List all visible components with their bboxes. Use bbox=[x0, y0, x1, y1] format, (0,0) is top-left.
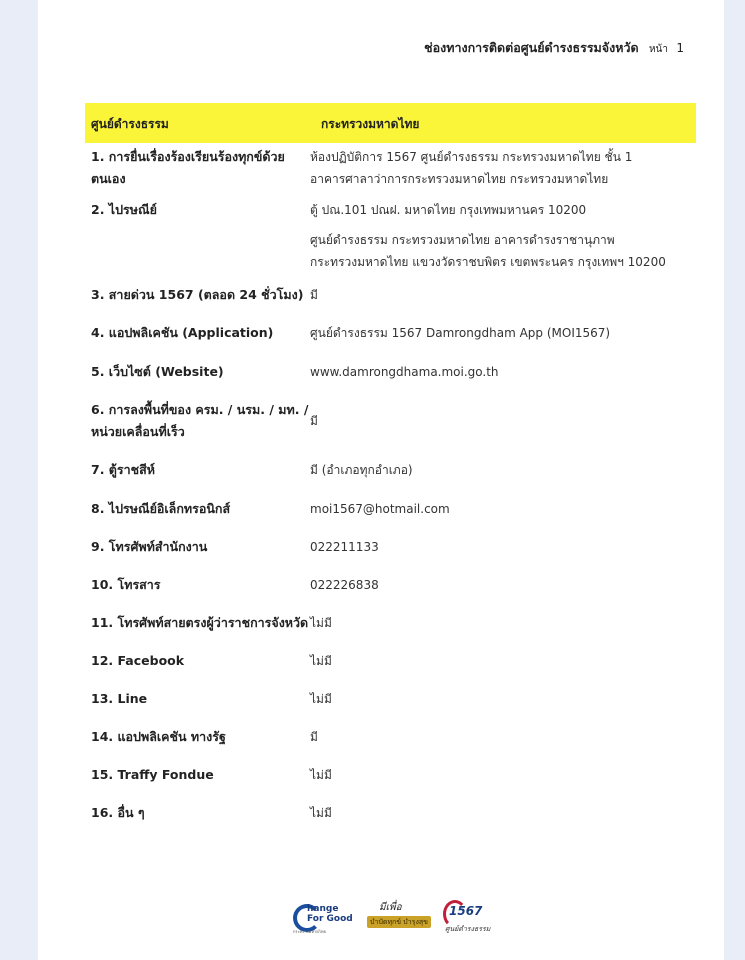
row-label: 14. แอปพลิเคชัน ทางรัฐ bbox=[91, 729, 226, 744]
logo-banner: บำบัดทุกข์ บำรุงสุข bbox=[367, 916, 431, 928]
row-label: 9. โทรศัพท์สำนักงาน bbox=[91, 539, 208, 554]
logo-subtext: กระทรวงมหาดไทย bbox=[293, 929, 326, 934]
row-value-line: ตู้ ปณ.101 ปณฝ. มหาดไทย กรุงเทพมหานคร 10200 bbox=[310, 203, 587, 217]
row-value: ไม่มี bbox=[310, 692, 332, 706]
page-number: 1 bbox=[676, 41, 684, 55]
row-label: 5. เว็บไซต์ (Website) bbox=[91, 364, 224, 379]
row-label: 13. Line bbox=[91, 691, 148, 706]
row-label: 7. ตู้ราชสีห์ bbox=[91, 462, 156, 477]
row-value: ไม่มี bbox=[310, 806, 332, 820]
row-value: 022211133 bbox=[310, 540, 379, 554]
row-label: 1. การยื่นเรื่องร้องเรียนร้องทุกข์ด้วยตนเอง bbox=[91, 149, 285, 186]
footer-logos bbox=[293, 898, 513, 948]
row-value: www.damrongdhama.moi.go.th bbox=[310, 365, 499, 379]
change-for-good-logo bbox=[293, 904, 359, 934]
row-value: มี bbox=[310, 730, 318, 744]
row-value: มี bbox=[310, 414, 318, 428]
row-label: 2. ไปรษณีย์ bbox=[91, 202, 157, 217]
header-title: ช่องทางการติดต่อศูนย์ดำรงธรรมจังหวัด bbox=[424, 40, 639, 55]
row-label-line: 6. การลงพื้นที่ของ ครม. / นรม. / มท. / bbox=[91, 402, 309, 417]
row-value-line: ศูนย์ดำรงธรรม กระทรวงมหาดไทย อาคารดำรงราชานุภาพ bbox=[310, 233, 615, 247]
row-value: ไม่มี bbox=[310, 616, 332, 630]
page-header bbox=[424, 38, 684, 58]
row-value bbox=[310, 199, 690, 273]
row-label bbox=[91, 399, 316, 443]
row-value-line: ห้องปฏิบัติการ 1567 ศูนย์ดำรงธรรม กระทรวงมหาดไทย ชั้น 1 bbox=[310, 150, 633, 164]
row-value-line: อาคารศาลาว่าการกระทรวงมหาดไทย กระทรวงมหาดไทย bbox=[310, 172, 609, 186]
row-value: ไม่มี bbox=[310, 768, 332, 782]
row-value bbox=[310, 146, 690, 190]
row-value-line: กระทรวงมหาดไทย แขวงวัดราชบพิตร เขตพระนคร กรุงเทพฯ 10200 bbox=[310, 255, 666, 269]
row-label: 11. โทรศัพท์สายตรงผู้ว่าราชการจังหวัด bbox=[91, 615, 309, 630]
row-label: 15. Traffy Fondue bbox=[91, 767, 214, 782]
row-value: 022226838 bbox=[310, 578, 379, 592]
logo-subtext: ศูนย์ดำรงธรรม bbox=[445, 925, 491, 933]
page-label: หน้า bbox=[648, 44, 668, 55]
document-page bbox=[38, 0, 724, 960]
row-label: 3. สายด่วน 1567 (ตลอด 24 ชั่วโมง) bbox=[91, 287, 304, 302]
row-value: ไม่มี bbox=[310, 654, 332, 668]
row-label: 8. ไปรษณีย์อิเล็กทรอนิกส์ bbox=[91, 501, 231, 516]
row-value: ศูนย์ดำรงธรรม 1567 Damrongdham App (MOI1567) bbox=[310, 326, 611, 340]
damrongdham-1567-logo bbox=[443, 898, 503, 938]
logo-text: hange bbox=[307, 904, 339, 914]
logo-script: มีเพื่อ bbox=[379, 902, 402, 913]
logo-text: For Good bbox=[307, 914, 353, 924]
table-header-right: กระทรวงมหาดไทย bbox=[321, 117, 420, 131]
row-label: 10. โทรสาร bbox=[91, 577, 161, 592]
row-label: 4. แอปพลิเคชัน (Application) bbox=[91, 325, 274, 340]
table-header-left: ศูนย์ดำรงธรรม bbox=[91, 117, 169, 131]
row-value: มี (อำเภอทุกอำเภอ) bbox=[310, 463, 413, 477]
motto-logo bbox=[365, 900, 435, 932]
row-label: 16. อื่น ๆ bbox=[91, 805, 145, 820]
row-value: มี bbox=[310, 288, 318, 302]
logo-number: 1567 bbox=[449, 904, 483, 918]
row-label: 12. Facebook bbox=[91, 653, 185, 668]
table-header bbox=[85, 103, 696, 143]
row-value: moi1567@hotmail.com bbox=[310, 502, 450, 516]
row-label-line: หน่วยเคลื่อนที่เร็ว bbox=[91, 424, 185, 439]
